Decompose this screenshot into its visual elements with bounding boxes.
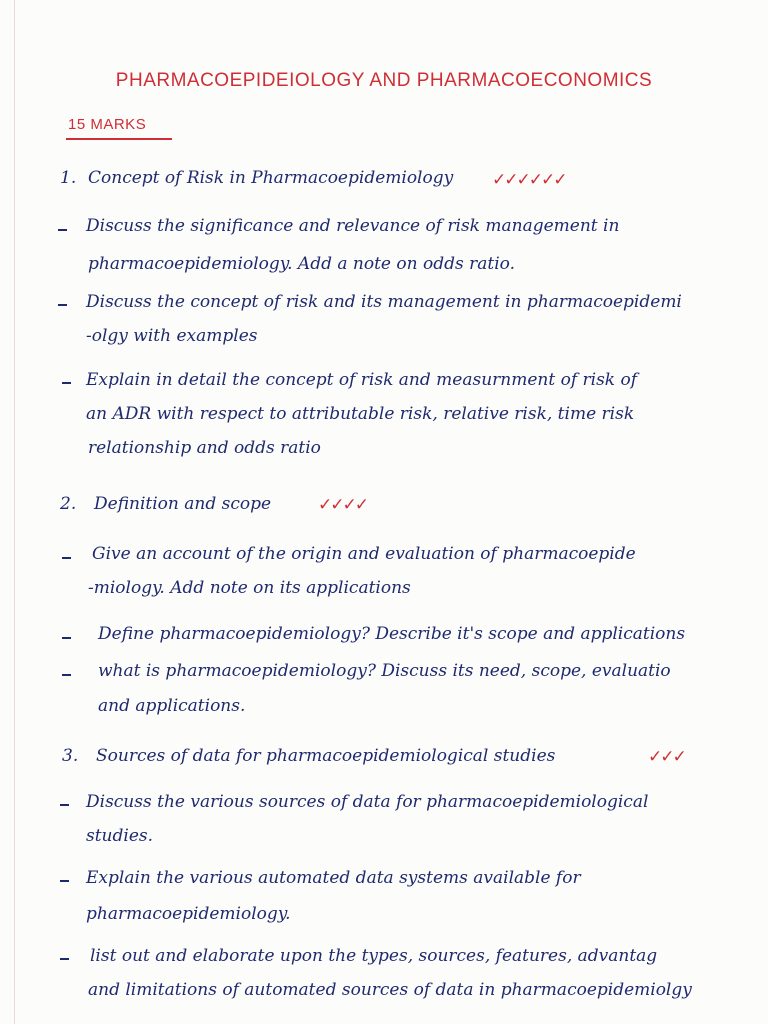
section-2-ticks: ✓✓✓✓ bbox=[318, 495, 367, 515]
margin-line bbox=[14, 0, 15, 1024]
bullet-dash bbox=[62, 557, 71, 559]
marks-label: 15 MARKS bbox=[68, 116, 147, 133]
section-3-number: 3. bbox=[62, 746, 79, 766]
notebook-page: PHARMACOEPIDEIOLOGY AND PHARMACOECONOMICS 15 MARKS 1. Concept of Risk in Pharmacoepidemiology ✓✓✓✓✓✓ Discuss the significance and relevance of risk management in pharmacoepidemiology. Add a note on odds ratio. Discuss the concept of risk and its management in pharmacoepidemi -olgy with examples Explain in detail the concept of risk and measurnment of risk of an ADR with respect to attributable risk, relative risk, time risk relationship and odds ratio 2. Definition and scope ✓✓✓✓ Give an account of the origin and evaluation of pharmacoepide -miology. Add note on its applications Define pharmacoepidemiology? Describe it's scope and applications what is pharmacoepidemiology? Discuss its need, scope, evaluatio and applications. 3. Sources of data for pharmacoepidemiological studies ✓✓✓ Discuss the various sources of data for pharmacoepidemiological studies. Explain the various automated data systems available for pharmacoepidemiology. list out and elaborate upon the types, sources, features, advantag and limitations of automated sources of data in pharmacoepidemiolgy bbox=[0, 0, 768, 1024]
page-title: PHARMACOEPIDEIOLOGY AND PHARMACOECONOMICS bbox=[115, 70, 653, 91]
marks-underline bbox=[66, 138, 172, 140]
bullet-dash bbox=[58, 229, 67, 231]
bullet-dash bbox=[62, 674, 71, 676]
bullet-dash bbox=[62, 637, 71, 639]
section-3-ticks: ✓✓✓ bbox=[648, 747, 685, 767]
section-1-ticks: ✓✓✓✓✓✓ bbox=[492, 170, 566, 190]
bullet-dash bbox=[60, 804, 69, 806]
section-1-number: 1. bbox=[60, 168, 77, 188]
section-1-heading: Concept of Risk in Pharmacoepidemiology bbox=[88, 168, 454, 188]
bullet-dash bbox=[60, 880, 69, 882]
section-2-number: 2. bbox=[60, 494, 77, 514]
bullet-dash bbox=[58, 304, 67, 306]
section-2-heading: Definition and scope bbox=[94, 494, 272, 514]
bullet-dash bbox=[60, 958, 69, 960]
section-3-heading: Sources of data for pharmacoepidemiological studies bbox=[96, 746, 556, 766]
bullet-dash bbox=[62, 382, 71, 384]
